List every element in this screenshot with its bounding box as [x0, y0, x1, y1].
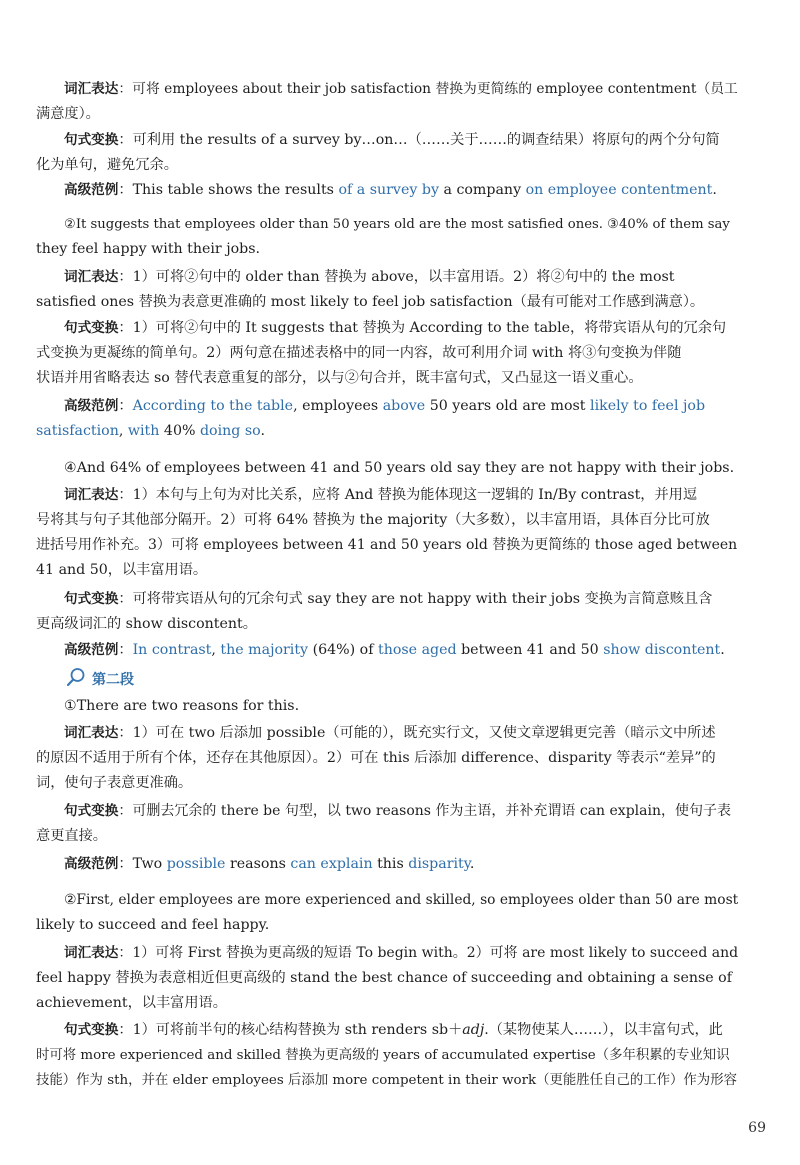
section-title: 第二段	[92, 672, 134, 688]
syntax-paragraph-5	[36, 1018, 738, 1093]
text: 号将其与句子其他部分隔开。2）可将 64% 替换为 the majority（大多数），以丰富用语，具体百分比可放	[36, 512, 710, 528]
text: ：可将 employees about their job satisfaction 替换为更简练的 employee contentment（员工	[118, 81, 738, 97]
text: ：This table shows the results	[118, 182, 339, 198]
model-sentence-3: 高级范例：In contrast, the majority (64%) of those aged between 41 and 50 show discontent.	[64, 642, 725, 658]
model-label: 高级范例	[64, 642, 119, 658]
text: ,	[211, 642, 221, 658]
text: .	[260, 423, 265, 439]
highlight: possible	[166, 856, 226, 872]
text: 进括号用作补充。3）可将 employees between 41 and 50 years old 替换为更简练的 those aged between	[36, 537, 738, 553]
syntax-label: 句式变换	[64, 132, 119, 148]
model-sentence-1	[36, 178, 738, 203]
highlight: of a survey by	[338, 182, 439, 198]
vocab-label: 词汇表达	[64, 725, 119, 741]
text: ②It suggests that employees older than 50 years old are the most satisfied ones. ③40% of them say	[64, 217, 730, 232]
syntax-paragraph-2	[36, 316, 738, 391]
model-sentence-4	[36, 852, 738, 877]
text: (64%) of	[308, 642, 378, 658]
syntax-paragraph-4	[36, 799, 738, 849]
text: ：1）本句与上句为对比关系，应将 And 替换为能体现这一逻辑的 In/By contrast，并用逗	[118, 487, 698, 503]
page-number: 69	[748, 1120, 766, 1136]
text: this	[372, 856, 409, 872]
model-label: 高级范例	[64, 398, 119, 414]
original-sentence-5	[36, 888, 738, 938]
highlight: can explain	[290, 856, 373, 872]
vocab-paragraph-2	[36, 265, 738, 315]
vocab-paragraph-5	[36, 941, 738, 1016]
text: , employees	[293, 398, 383, 414]
model-label: 高级范例	[64, 856, 119, 872]
text: ①There are two reasons for this.	[64, 698, 300, 714]
text: reasons	[225, 856, 291, 872]
vocab-paragraph-3	[36, 483, 738, 583]
syntax-label: 句式变换	[64, 803, 119, 819]
text: 41 and 50，以丰富用语。	[36, 562, 208, 578]
text: ：1）可将前半句的核心结构替换为 sth renders sb＋	[118, 1022, 463, 1038]
text: 更高级词汇的 show discontent。	[36, 616, 257, 632]
vocab-label: 词汇表达	[64, 945, 119, 961]
text: 50 years old are most	[425, 398, 591, 414]
text: between 41 and 50	[456, 642, 604, 658]
highlight: show discontent	[603, 642, 721, 658]
highlight: the majority	[220, 642, 309, 658]
text: ④And 64% of employees between 41 and 50 years old say they are not happy with their jobs.	[64, 460, 735, 476]
text: 40%	[159, 423, 200, 439]
highlight: doing so	[199, 423, 261, 439]
highlight: with	[127, 423, 160, 439]
text: they feel happy with their jobs.	[36, 241, 261, 257]
text: ：1）可将②句中的 older than 替换为 above，以丰富用语。2）将②句中的 the most	[118, 269, 675, 285]
text: 意更直接。	[36, 828, 107, 844]
vocab-paragraph-1	[36, 77, 738, 127]
text: .（某物使某人……），以丰富句式，此	[484, 1022, 723, 1038]
original-sentence-4	[36, 694, 738, 719]
text: ：1）可将②句中的 It suggests that 替换为 According to the table，将带宾语从句的冗余句	[118, 320, 727, 336]
vocab-label: 词汇表达	[64, 81, 119, 97]
model-label: 高级范例	[64, 182, 119, 198]
highlight: satisfaction	[36, 423, 119, 439]
highlight: likely to feel job	[590, 398, 706, 414]
text: 状语并用省略表达 so 替代表意重复的部分，以与②句合并，既丰富句式，又凸显这一语义重心。	[36, 370, 643, 386]
text: feel happy 替换为表意相近但更高级的 stand the best chance of succeeding and obtaining a sense of	[36, 970, 732, 986]
highlight: those aged	[378, 642, 457, 658]
original-sentence-3	[36, 456, 738, 481]
text: 的原因不适用于所有个体，还存在其他原因）。2）可在 this 后添加 difference、disparity 等表示“差异”的	[36, 750, 716, 766]
section-heading	[66, 667, 134, 691]
text: ：可将带宾语从句的冗余句式 say they are not happy with their jobs 变换为言简意赅且含	[118, 591, 713, 607]
magnifier-icon	[66, 667, 86, 691]
text: .	[712, 182, 717, 198]
highlight: on employee contentment	[525, 182, 713, 198]
text: 化为单句，避免冗余。	[36, 157, 178, 173]
text: .	[469, 856, 475, 872]
italic-text: adj	[462, 1022, 485, 1038]
model-sentence-2: 高级范例：According to the table, employees above 50 years old are most likely to feel job satisfaction, with 40% doing so.	[36, 398, 706, 439]
highlight: According to the table	[132, 398, 294, 414]
text: ,	[118, 423, 128, 439]
text: satisfied ones 替换为表意更准确的 most likely to feel job satisfaction（最有可能对工作感到满意）。	[36, 294, 705, 310]
text: ：可删去冗余的 there be 句型，以 two reasons 作为主语，并补充谓语 can explain，使句子表	[118, 803, 731, 819]
syntax-paragraph-3	[36, 587, 738, 637]
text: ：1）可在 two 后添加 possible（可能的），既充实行文，又使文章逻辑更完善（暗示文中所述	[118, 725, 716, 741]
text: ：1）可将 First 替换为更高级的短语 To begin with。2）可将 are most likely to succeed and	[118, 945, 739, 961]
text: 满意度）。	[36, 106, 100, 122]
text: a company	[438, 182, 526, 198]
text: 词，使句子表意更准确。	[36, 775, 193, 791]
text: 式变换为更凝练的简单句。2）两句意在描述表格中的同一内容，故可利用介词 with 将③句变换为伴随	[36, 345, 682, 361]
original-sentence-2	[36, 212, 738, 262]
text: achievement，以丰富用语。	[36, 995, 227, 1011]
highlight: disparity	[408, 856, 470, 872]
vocab-paragraph-4	[36, 721, 738, 796]
text: .	[720, 642, 725, 658]
text: 时可将 more experienced and skilled 替换为更高级的 years of accumulated expertise（多年积累的专业知识	[36, 1048, 730, 1063]
syntax-label: 句式变换	[64, 591, 119, 607]
highlight: In contrast	[132, 642, 212, 658]
text: 技能）作为 sth，并在 elder employees 后添加 more competent in their work（更能胜任自己的工作）作为形容	[36, 1073, 737, 1088]
syntax-label: 句式变换	[64, 1022, 119, 1038]
text: ：可利用 the results of a survey by…on…（……关于……的调查结果）将原句的两个分句简	[118, 132, 720, 148]
text: ：Two	[118, 856, 167, 872]
text: likely to succeed and feel happy.	[36, 917, 270, 933]
highlight: above	[382, 398, 426, 414]
vocab-label: 词汇表达	[64, 487, 119, 503]
syntax-label: 句式变换	[64, 320, 119, 336]
vocab-label: 词汇表达	[64, 269, 119, 285]
syntax-paragraph-1	[36, 128, 738, 178]
text: ②First, elder employees are more experienced and skilled, so employees older than 50 are most	[64, 892, 739, 908]
